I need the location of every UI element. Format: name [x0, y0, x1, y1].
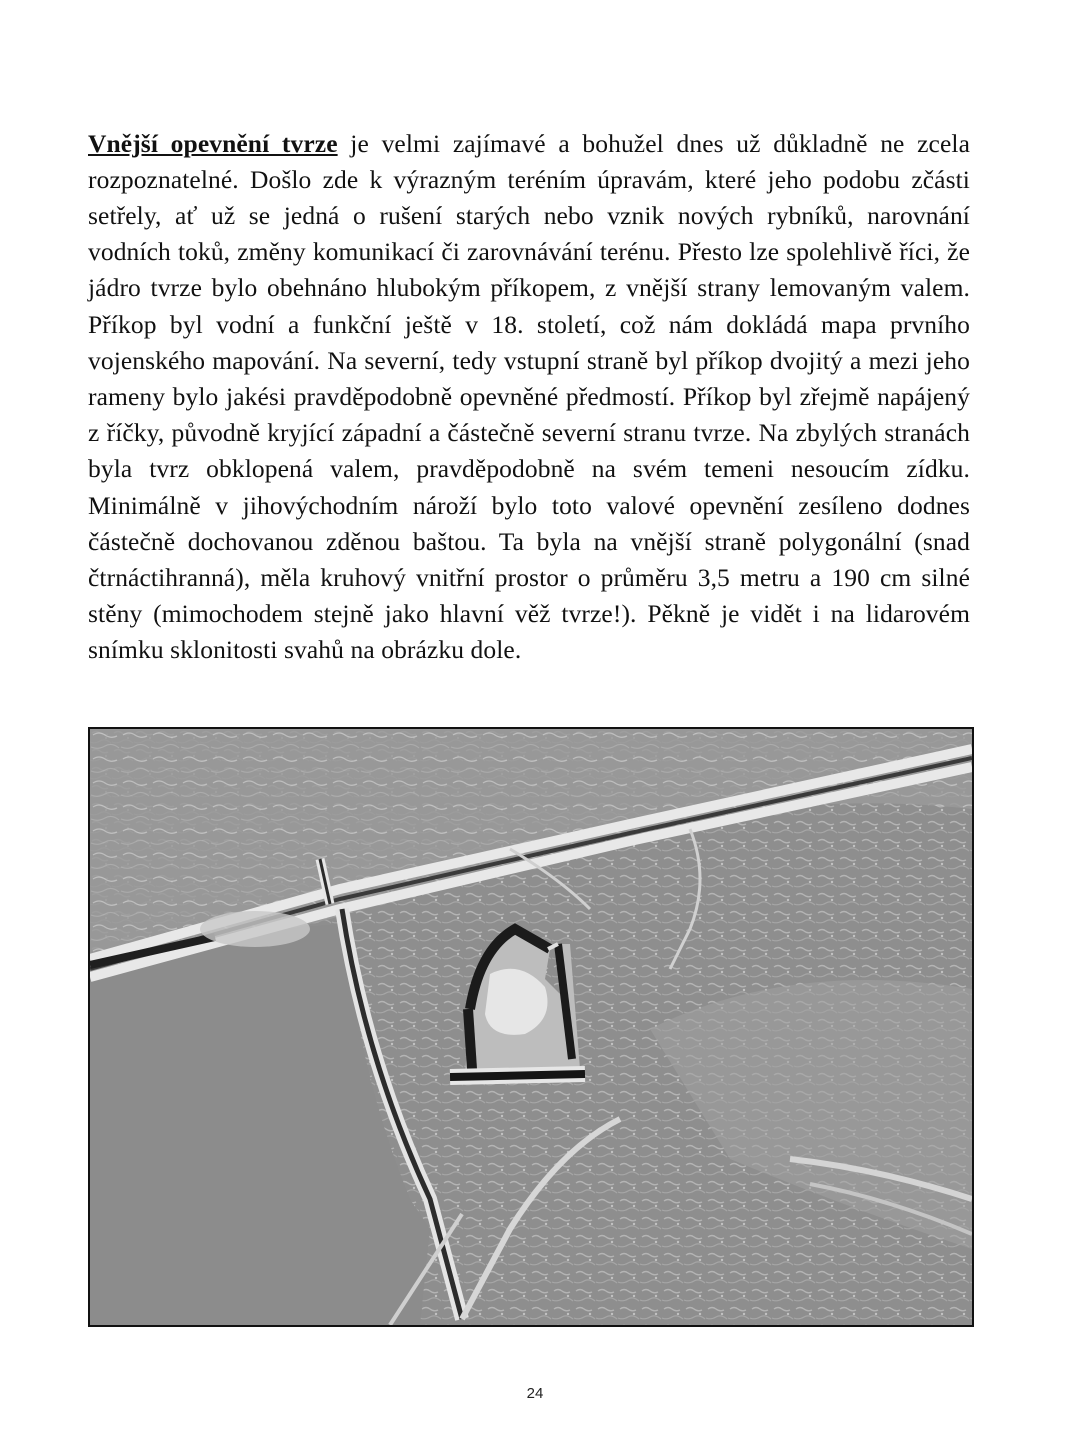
body-paragraph [88, 126, 970, 669]
lidar-image-icon [90, 729, 972, 1325]
paragraph-text: je velmi zajímavé a bohužel dnes už důkladně ne zcela rozpoznatelné. Došlo zde k výrazným teréním úpravám, které jeho podobu zčásti setřely, ať už se jedná o rušení starých nebo vznik nových rybníků, narovnání vodních toků, změny komunikací či zarovnávání terénu. Přesto lze spolehlivě říci, že jádro tvrze bylo obehnáno hlubokým příkopem, z vnější strany lemovaným valem. Příkop byl vodní a funkční ještě v 18. století, což nám dokládá mapa prvního vojenského mapování. Na severní, tedy vstupní straně byl příkop dvojitý a mezi jeho rameny bylo jakési pravděpodobně opevněné předmostí. Příkop byl zřejmě napájený z říčky, původně kryjící západní a částečně severní stranu tvrze. Na zbylých stranách byla tvrz obklopená valem, pravděpodobně na svém temeni nesoucím zídku. Minimálně v jihovýchodním nároží bylo toto valové opevnění zesíleno dodnes částečně dochovanou zděnou baštou. Ta byla na vnější straně polygonální (snad čtrnáctihranná), měla kruhový vnitřní prostor o průměru 3,5 metru a 190 cm silné stěny (mimochodem stejně jako hlavní věž tvrze!). Pěkně je vidět i na lidarovém snímku sklonitosti svahů na obrázku dole. [88, 128, 970, 665]
lidar-slope-image [88, 727, 974, 1327]
section-heading: Vnější opevnění tvrze [88, 128, 338, 158]
page-number: 24 [526, 1385, 544, 1402]
